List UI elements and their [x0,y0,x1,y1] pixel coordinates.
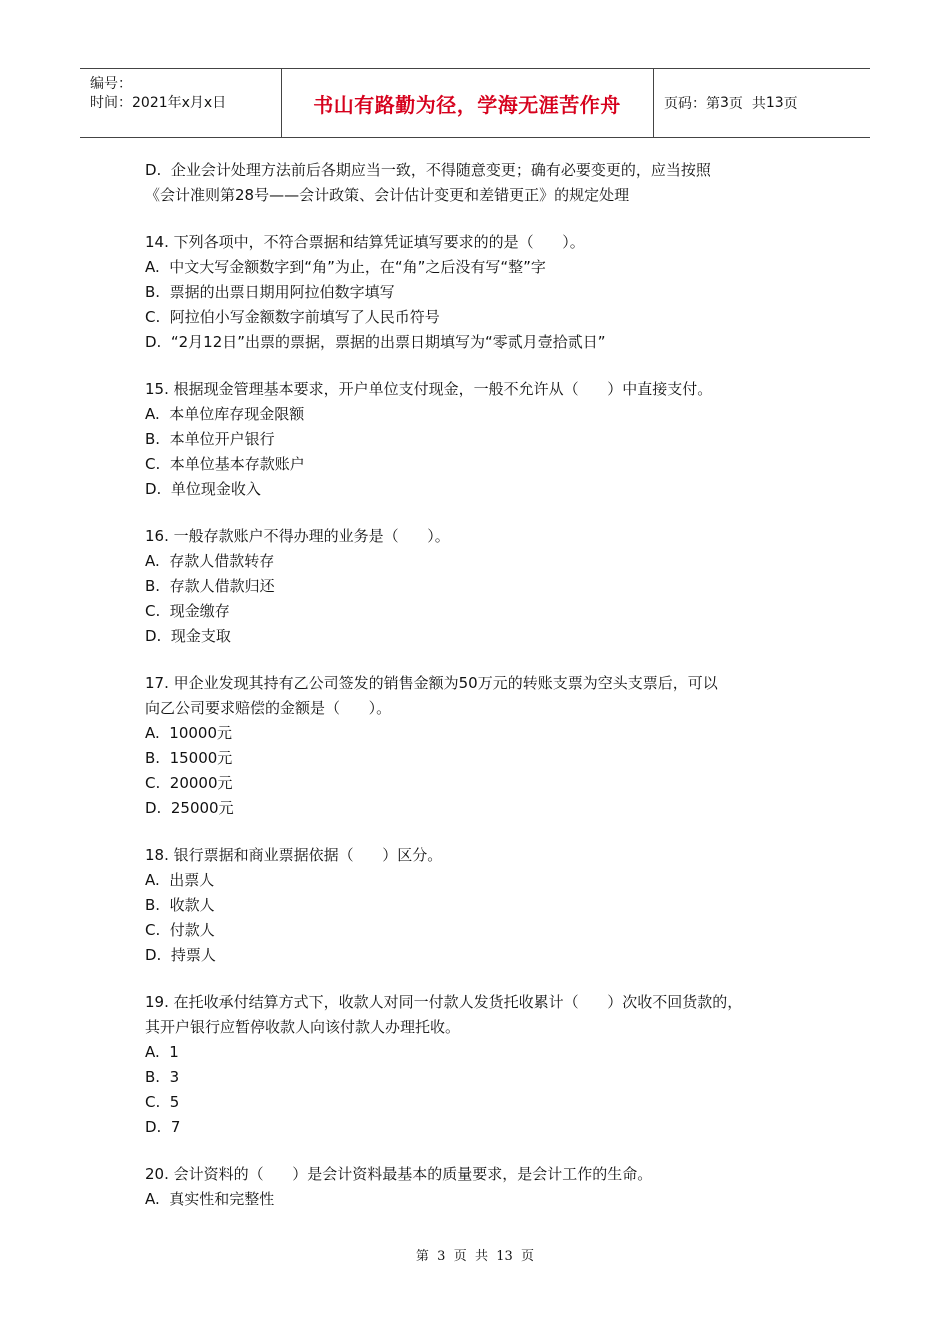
date-label: 时间：2021年x月x日 [90,95,227,111]
option-a: A. 10000元 [145,724,233,742]
option-line: 《会计准则第28号——会计政策、会计估计变更和差错更正》的规定处理 [145,186,630,204]
question-stem-cont: 向乙公司要求赔偿的金额是（ ）。 [145,699,392,717]
question-14 [145,230,825,355]
page-mid: 页 共 [728,96,766,112]
option-c: C. 20000元 [145,774,233,792]
page-prefix: 页码：第 [664,96,720,112]
question-stem: 19. 在托收承付结算方式下，收款人对同一付款人发货托收累计（ ）次收不回货款的， [145,993,743,1011]
question-17 [145,671,825,821]
option-b: B. 票据的出票日期用阿拉伯数字填写 [145,283,395,301]
prev-question-tail [145,158,825,208]
option-b: B. 收款人 [145,896,215,914]
option-a: A. 中文大写金额数字到“角”为止，在“角”之后没有写“整”字 [145,258,546,276]
question-stem: 20. 会计资料的（ ）是会计资料最基本的质量要求，是会计工作的生命。 [145,1165,653,1183]
page-header [80,68,870,138]
question-stem: 16. 一般存款账户不得办理的业务是（ ）。 [145,527,450,545]
option-c: C. 现金缴存 [145,602,230,620]
option-d: D. 单位现金收入 [145,480,261,498]
header-meta [80,69,282,137]
option-a: A. 真实性和完整性 [145,1190,275,1208]
motto: 书山有路勤为径，学海无涯苦作舟 [313,92,621,117]
option-d: D. 现金支取 [145,627,231,645]
option-c: C. 本单位基本存款账户 [145,455,305,473]
option-a: A. 存款人借款转存 [145,552,275,570]
question-stem: 18. 银行票据和商业票据依据（ ）区分。 [145,846,443,864]
page-suffix: 页 [783,96,798,112]
option-d: D. 25000元 [145,799,234,817]
option-c: C. 付款人 [145,921,215,939]
page-number: 3 [720,95,729,111]
option-b: B. 存款人借款归还 [145,577,275,595]
option-a: A. 出票人 [145,871,215,889]
document-body [145,158,825,1212]
option-b: B. 15000元 [145,749,233,767]
header-motto-cell [281,69,654,137]
question-stem-cont: 其开户银行应暂停收款人向该付款人办理托收。 [145,1018,461,1036]
option-a: A. 本单位库存现金限额 [145,405,305,423]
header-page-info [653,69,870,137]
question-stem: 15. 根据现金管理基本要求，开户单位支付现金，一般不允许从（ ）中直接支付。 [145,380,713,398]
question-stem: 17. 甲企业发现其持有乙公司签发的销售金额为50万元的转账支票为空头支票后，可以 [145,674,718,692]
code-label: 编号： [90,76,132,92]
question-19 [145,990,825,1140]
question-18 [145,843,825,968]
option-d: D. 7 [145,1118,181,1136]
question-20 [145,1162,825,1212]
page-total: 13 [765,95,784,111]
option-d: D. 持票人 [145,946,216,964]
question-15 [145,377,825,502]
option-c: C. 5 [145,1093,180,1111]
option-c: C. 阿拉伯小写金额数字前填写了人民币符号 [145,308,440,326]
option-d: D. “2月12日”出票的票据，票据的出票日期填写为“零贰月壹拾贰日” [145,333,606,351]
question-16 [145,524,825,649]
question-stem: 14. 下列各项中，不符合票据和结算凭证填写要求的的是（ ）。 [145,233,585,251]
page-footer: 第 3 页 共 13 页 [415,1249,535,1264]
option-b: B. 本单位开户银行 [145,430,275,448]
option-b: B. 3 [145,1068,180,1086]
option-line: D. 企业会计处理方法前后各期应当一致，不得随意变更；确有必要变更的，应当按照 [145,161,711,179]
option-a: A. 1 [145,1043,179,1061]
